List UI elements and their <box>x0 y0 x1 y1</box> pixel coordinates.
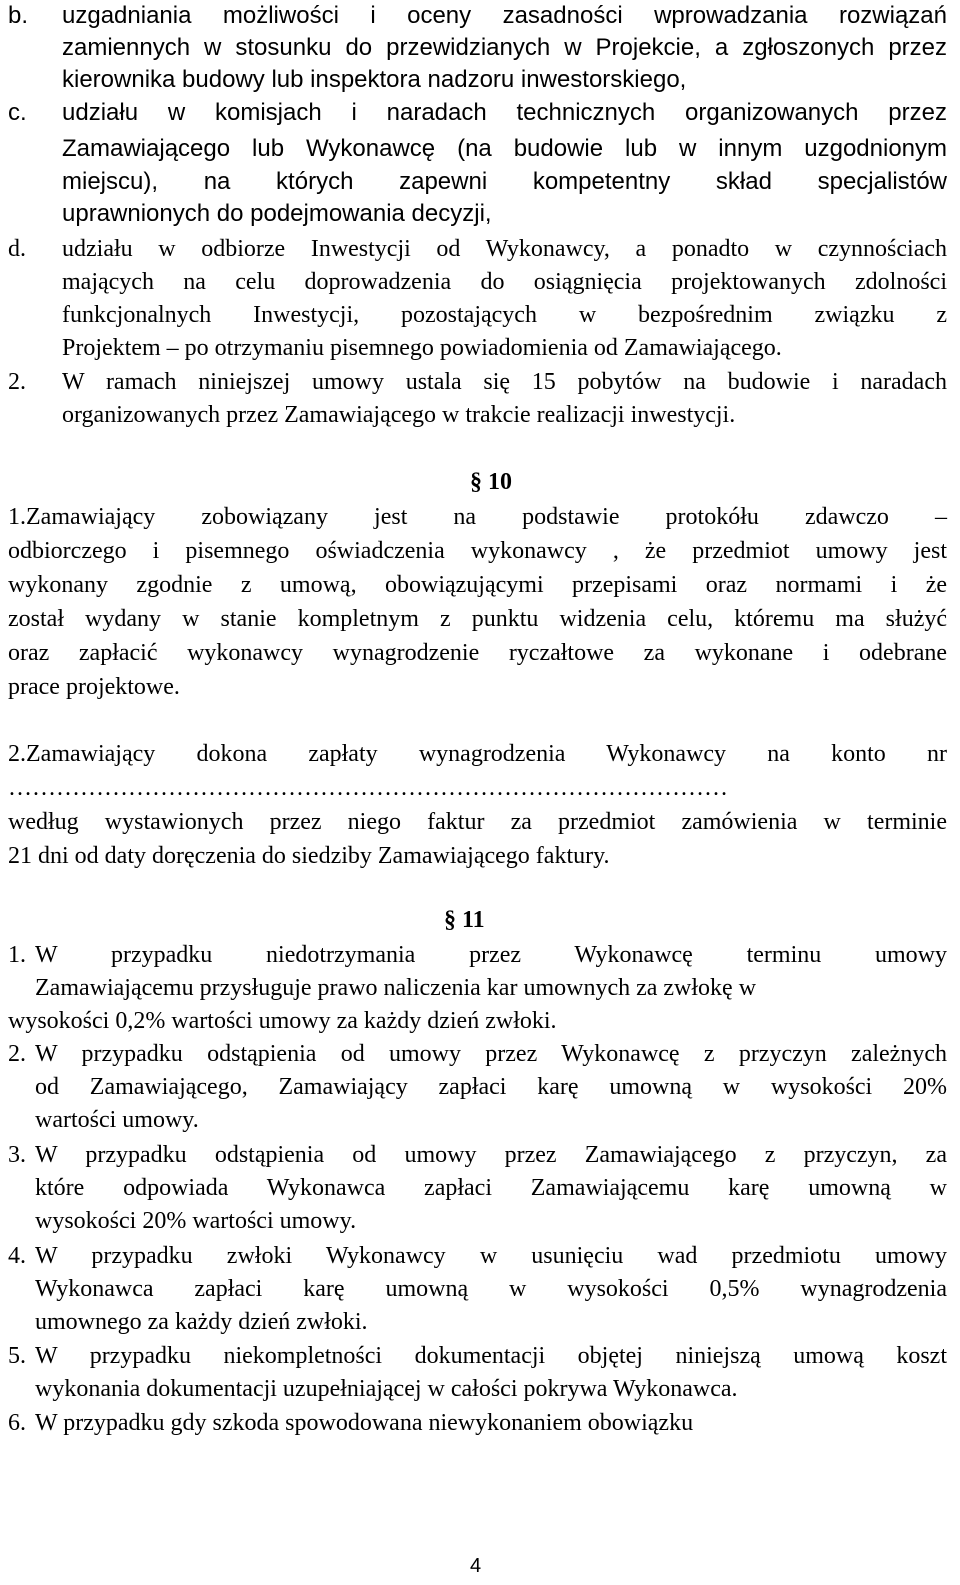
s11-item-1-line-3: wysokości 0,2% wartości umowy za każdy dzień zwłoki. <box>8 1008 557 1034</box>
list-marker-2: 2. <box>8 369 26 395</box>
section-11-heading: § 11 <box>444 907 485 933</box>
s11-marker-4: 4. <box>8 1243 26 1269</box>
s10-p2-line-4: 21 dni od daty doręczenia do siedziby Zamawiającego faktury. <box>8 843 610 869</box>
s11-marker-2: 2. <box>8 1041 26 1067</box>
item-c-line-1: udziału w komisjach i naradach technicznych organizowanych przez <box>62 99 947 126</box>
item-c-line-4: uprawnionych do podejmowania decyzji, <box>62 200 492 227</box>
s11-marker-3: 3. <box>8 1142 26 1168</box>
s11-item-3-line-3: wysokości 20% wartości umowy. <box>35 1208 357 1234</box>
s10-p1-line-4: został wydany w stanie kompletnym z punktu widzenia celu, któremu ma służyć <box>8 606 947 632</box>
list-marker-d: d. <box>8 236 26 262</box>
s11-item-4-line-1: W przypadku zwłoki Wykonawcy w usunięciu wad przedmiotu umowy <box>35 1243 947 1269</box>
s10-p1-line-6: prace projektowe. <box>8 674 180 700</box>
s11-item-6-line-1: W przypadku gdy szkoda spowodowana niewykonaniem obowiązku <box>35 1410 694 1436</box>
s10-account-number-blank: ……………………………………………………………………………… <box>8 775 728 801</box>
s10-p2-line-1: 2.Zamawiający dokona zapłaty wynagrodzenia Wykonawcy na konto nr <box>8 741 947 767</box>
s11-item-3-line-2: które odpowiada Wykonawca zapłaci Zamawiającemu karę umowną w <box>35 1175 947 1201</box>
s11-item-1-line-1: W przypadku niedotrzymania przez Wykonawcę terminu umowy <box>35 942 947 968</box>
s11-item-2-line-1: W przypadku odstąpienia od umowy przez Wykonawcę z przyczyn zależnych <box>35 1041 947 1067</box>
item-d-line-2: mających na celu doprowadzenia do osiągnięcia projektowanych zdolności <box>62 269 947 295</box>
list-marker-c: c. <box>8 99 27 126</box>
s11-marker-5: 5. <box>8 1343 26 1369</box>
s11-item-4-line-2: Wykonawca zapłaci karę umowną w wysokości 0,5% wynagrodzenia <box>35 1276 947 1302</box>
s10-p1-line-5: oraz zapłacić wykonawcy wynagrodzenie ryczałtowe za wykonane i odebrane <box>8 640 947 666</box>
s10-p1-line-1: 1.Zamawiający zobowiązany jest na podstawie protokółu zdawczo – <box>8 504 947 530</box>
item-d-line-4: Projektem – po otrzymaniu pisemnego powiadomienia od Zamawiającego. <box>62 335 782 361</box>
item-d-line-3: funkcjonalnych Inwestycji, pozostających w bezpośrednim związku z <box>62 302 947 328</box>
item-b-line-2: zamiennych w stosunku do przewidzianych w Projekcie, a zgłoszonych przez <box>62 34 947 61</box>
s11-item-5-line-2: wykonania dokumentacji uzupełniającej w całości pokrywa Wykonawca. <box>35 1376 738 1402</box>
item-b-line-3: kierownika budowy lub inspektora nadzoru inwestorskiego, <box>62 66 687 93</box>
item-2-line-1: W ramach niniejszej umowy ustala się 15 pobytów na budowie i naradach <box>62 369 947 395</box>
s10-p1-line-2: odbiorczego i pisemnego oświadczenia wykonawcy , że przedmiot umowy jest <box>8 538 947 564</box>
item-2-line-2: organizowanych przez Zamawiającego w trakcie realizacji inwestycji. <box>62 402 736 428</box>
page-number: 4 <box>470 1555 482 1577</box>
s11-marker-1: 1. <box>8 942 26 968</box>
s10-p1-line-3: wykonany zgodnie z umową, obowiązującymi przepisami oraz normami i że <box>8 572 947 598</box>
s11-item-2-line-2: od Zamawiającego, Zamawiający zapłaci karę umowną w wysokości 20% <box>35 1074 947 1100</box>
s11-marker-6: 6. <box>8 1410 26 1436</box>
item-c-line-2: Zamawiającego lub Wykonawcę (na budowie lub w innym uzgodnionym <box>62 135 947 162</box>
s10-p2-line-3: według wystawionych przez niego faktur za przedmiot zamówienia w terminie <box>8 809 947 835</box>
s11-item-3-line-1: W przypadku odstąpienia od umowy przez Zamawiającego z przyczyn, za <box>35 1142 947 1168</box>
section-10-heading: § 10 <box>470 469 512 495</box>
item-b-line-1: uzgadniania możliwości i oceny zasadności wprowadzania rozwiązań <box>62 2 947 29</box>
item-d-line-1: udziału w odbiorze Inwestycji od Wykonawcy, a ponadto w czynnościach <box>62 236 947 262</box>
s11-item-5-line-1: W przypadku niekompletności dokumentacji objętej niniejszą umową koszt <box>35 1343 947 1369</box>
s11-item-2-line-3: wartości umowy. <box>35 1107 199 1133</box>
s11-item-1-line-2: Zamawiającemu przysługuje prawo naliczenia kar umownych za zwłokę w <box>35 975 757 1001</box>
list-marker-b: b. <box>8 2 29 29</box>
s11-item-4-line-3: umownego za każdy dzień zwłoki. <box>35 1309 368 1335</box>
item-c-line-3: miejscu), na których zapewni kompetentny skład specjalistów <box>62 168 947 195</box>
